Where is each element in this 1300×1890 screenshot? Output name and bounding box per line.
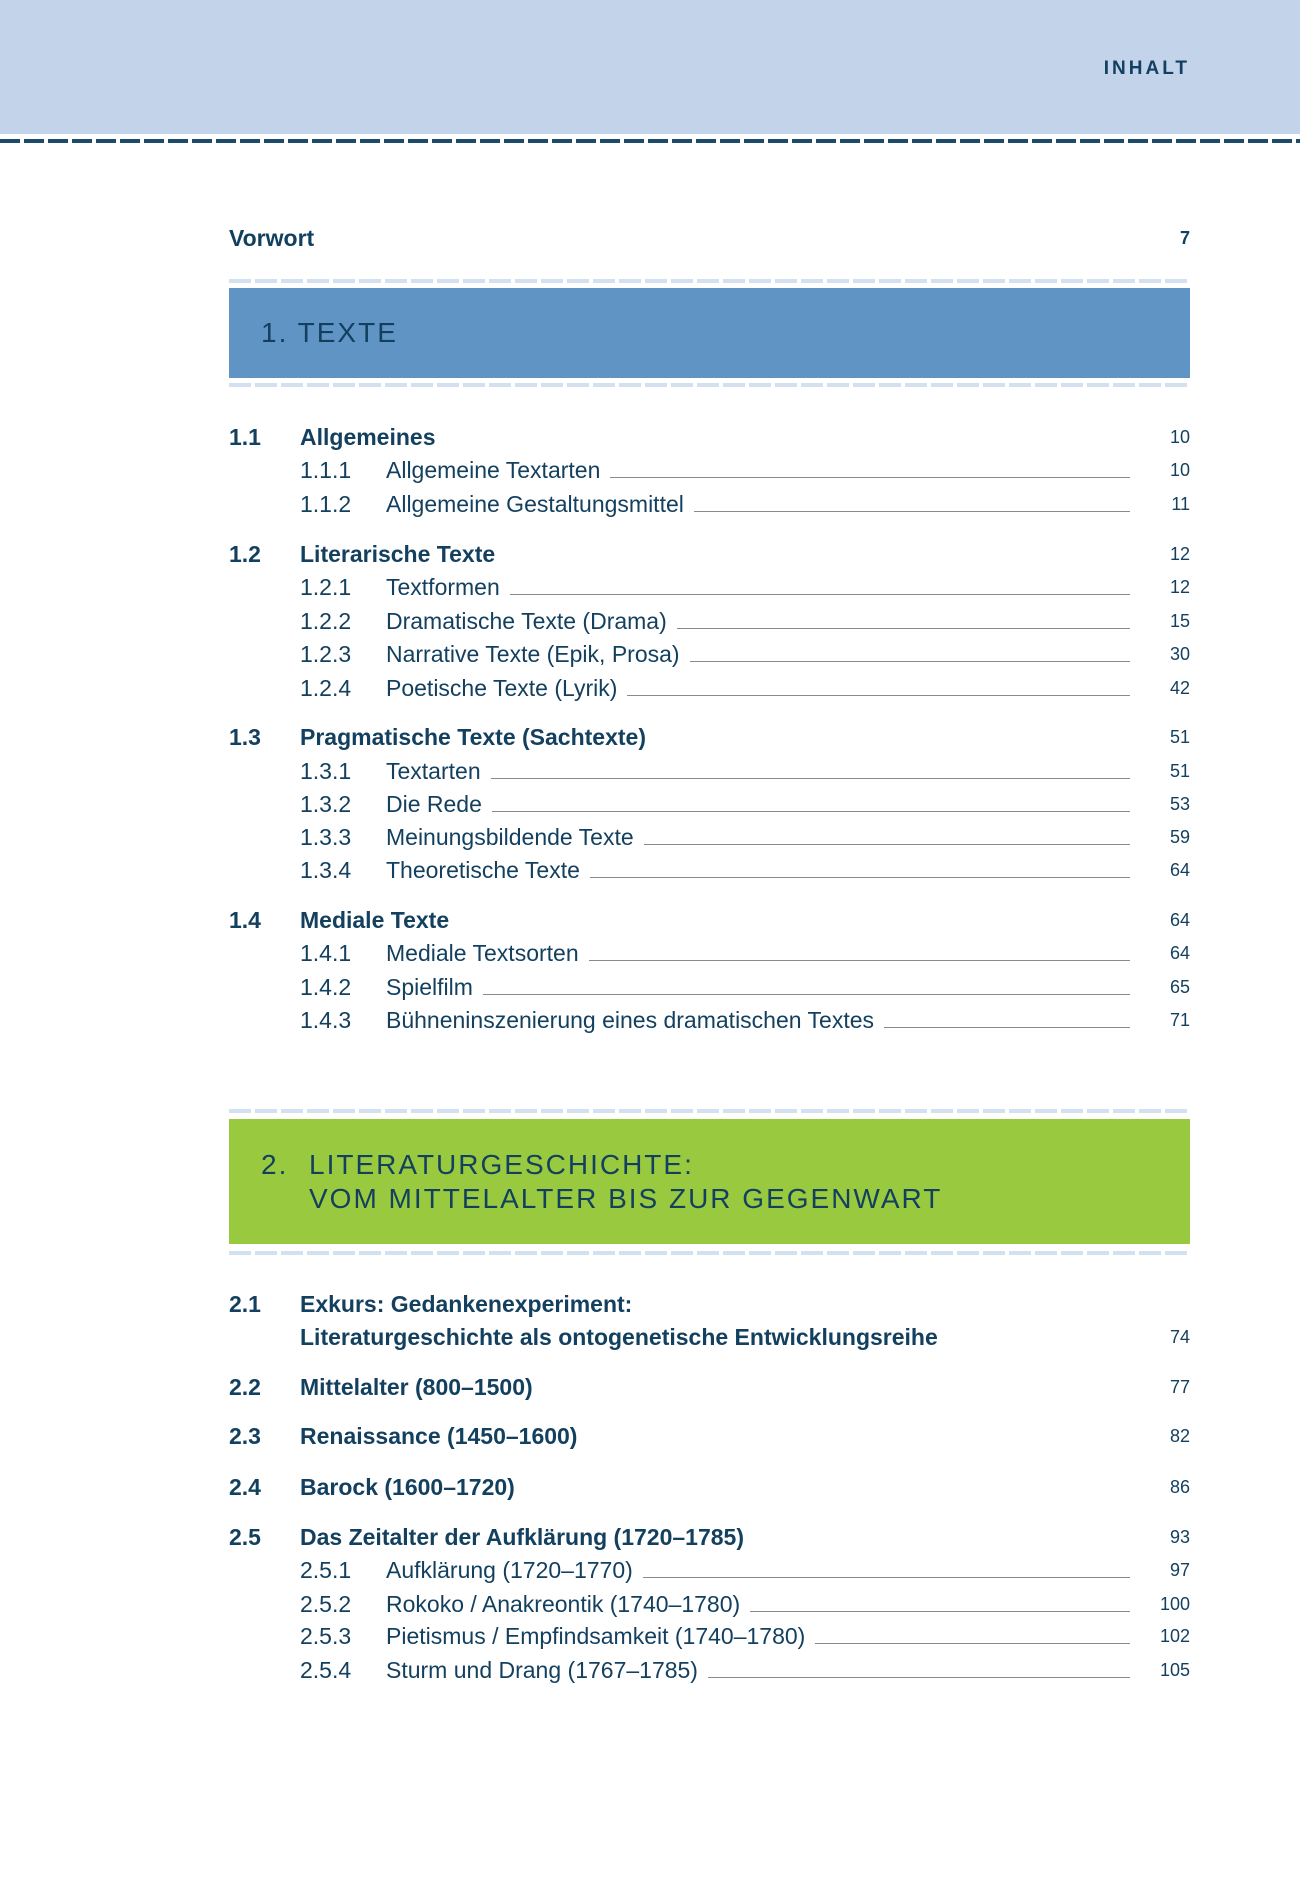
entry-page: 93 — [1169, 1527, 1190, 1547]
toc-entry[interactable] — [229, 1421, 1190, 1451]
toc-entry[interactable] — [229, 489, 1190, 519]
section-2-header — [229, 1119, 1190, 1244]
entry-number: 1.3.1 — [300, 758, 352, 784]
toc-entry[interactable] — [229, 789, 1190, 819]
toc-entry[interactable] — [229, 905, 1190, 935]
entry-page: 53 — [1169, 794, 1190, 814]
entry-number: 1.1 — [229, 424, 261, 450]
toc-entry[interactable] — [229, 1472, 1190, 1502]
entry-page: 82 — [1169, 1426, 1190, 1446]
toc-entry[interactable] — [229, 1655, 1190, 1685]
leader-line — [386, 778, 1130, 779]
toc-entry[interactable] — [229, 855, 1190, 885]
entry-page: 64 — [1169, 943, 1190, 963]
entry-page: 51 — [1169, 761, 1190, 781]
section-number: 2. — [261, 1149, 289, 1180]
toc-entry[interactable] — [229, 1005, 1190, 1035]
entry-number: 2.5.3 — [300, 1623, 352, 1649]
entry-title: Das Zeitalter der Aufklärung (1720–1785) — [300, 1522, 754, 1552]
entry-title: Barock (1600–1720) — [300, 1472, 525, 1502]
entry-page: 64 — [1169, 860, 1190, 880]
entry-number: 2.1 — [229, 1291, 261, 1317]
leader-line — [386, 994, 1130, 995]
entry-page: 15 — [1169, 611, 1190, 631]
entry-page: 100 — [1159, 1594, 1190, 1614]
toc-entry[interactable] — [229, 639, 1190, 669]
entry-page: 51 — [1169, 727, 1190, 747]
section-1-header — [229, 288, 1190, 378]
entry-title: Die Rede — [386, 789, 492, 819]
entry-page: 11 — [1171, 494, 1190, 514]
entry-number: 1.4.2 — [300, 974, 352, 1000]
entry-page: 74 — [1169, 1327, 1190, 1347]
entry-title: Bühneninszenierung eines dramatischen Textes — [386, 1005, 884, 1035]
entry-number: 2.5.2 — [300, 1591, 352, 1617]
entry-number: 1.4.3 — [300, 1007, 352, 1033]
entry-number: 2.5.4 — [300, 1657, 352, 1683]
entry-title: Textformen — [386, 572, 510, 602]
toc-entry[interactable] — [229, 756, 1190, 786]
section-title: TEXTE — [297, 317, 398, 348]
entry-number: 2.5 — [229, 1524, 261, 1550]
toc-entry[interactable] — [229, 1289, 1190, 1319]
toc-entry[interactable] — [229, 539, 1190, 569]
entry-title: Poetische Texte (Lyrik) — [386, 673, 627, 703]
section-title-line1: LITERATURGESCHICHTE: — [309, 1149, 694, 1180]
entry-page: 42 — [1169, 678, 1190, 698]
entry-number: 2.4 — [229, 1474, 261, 1500]
entry-title: Mittelalter (800–1500) — [300, 1372, 543, 1402]
entry-page: 10 — [1169, 460, 1190, 480]
entry-title: Exkurs: Gedankenexperiment: — [300, 1289, 642, 1319]
entry-page: 12 — [1169, 577, 1190, 597]
entry-page: 105 — [1159, 1660, 1190, 1680]
toc-entry[interactable] — [229, 972, 1190, 1002]
toc-entry[interactable] — [229, 1522, 1190, 1552]
toc-entry[interactable] — [229, 422, 1190, 452]
entry-page: 12 — [1169, 544, 1190, 564]
toc-entry[interactable] — [229, 722, 1190, 752]
entry-title: Dramatische Texte (Drama) — [386, 606, 677, 636]
leader-line — [386, 811, 1130, 812]
entry-page: 86 — [1169, 1477, 1190, 1497]
toc-entry[interactable] — [229, 606, 1190, 636]
entry-page: 30 — [1169, 644, 1190, 664]
entry-title: Spielfilm — [386, 972, 483, 1002]
divider — [229, 383, 1190, 387]
entry-number: 1.4 — [229, 907, 261, 933]
toc-entry[interactable] — [229, 1372, 1190, 1402]
entry-number: 1.3.3 — [300, 824, 352, 850]
divider — [229, 1109, 1190, 1113]
entry-title: Pietismus / Empfindsamkeit (1740–1780) — [386, 1621, 815, 1651]
entry-page: 102 — [1159, 1626, 1190, 1646]
entry-number: 1.2.4 — [300, 675, 352, 701]
entry-page: 71 — [1169, 1010, 1190, 1030]
divider — [229, 279, 1190, 283]
entry-page: 10 — [1169, 427, 1190, 447]
toc-entry[interactable] — [229, 1621, 1190, 1651]
entry-number: 1.2.2 — [300, 608, 352, 634]
entry-title: Meinungsbildende Texte — [386, 822, 644, 852]
divider — [229, 1251, 1190, 1255]
entry-number: 1.1.2 — [300, 491, 352, 517]
entry-page: 77 — [1169, 1377, 1190, 1397]
entry-number: 1.1.1 — [300, 457, 352, 483]
toc-entry[interactable] — [229, 822, 1190, 852]
entry-title: Allgemeine Textarten — [386, 455, 610, 485]
entry-title: Literarische Texte — [300, 539, 505, 569]
entry-title: Theoretische Texte — [386, 855, 590, 885]
entry-number: 1.3.4 — [300, 857, 352, 883]
entry-number: 1.2.3 — [300, 641, 352, 667]
page-title: INHALT — [1103, 58, 1190, 79]
toc-entry-preface[interactable] — [229, 223, 1190, 253]
entry-title: Renaissance (1450–1600) — [300, 1421, 587, 1451]
header-band — [0, 0, 1300, 134]
entry-page: 65 — [1169, 977, 1190, 997]
entry-number: 1.3 — [229, 724, 261, 750]
entry-number: 1.2.1 — [300, 574, 352, 600]
entry-page: 59 — [1169, 827, 1190, 847]
entry-title: Mediale Textsorten — [386, 938, 589, 968]
entry-title: Narrative Texte (Epik, Prosa) — [386, 639, 690, 669]
toc-entry[interactable] — [229, 455, 1190, 485]
entry-page: 97 — [1169, 1560, 1190, 1580]
section-number: 1. — [261, 317, 289, 348]
toc-entry[interactable] — [229, 938, 1190, 968]
entry-number: 2.3 — [229, 1423, 261, 1449]
entry-page: 7 — [1179, 228, 1190, 248]
entry-number: 2.2 — [229, 1374, 261, 1400]
toc-entry[interactable] — [229, 1555, 1190, 1585]
entry-number: 1.3.2 — [300, 791, 352, 817]
entry-title: Allgemeines — [300, 422, 446, 452]
entry-title: Textarten — [386, 756, 491, 786]
toc-entry-continuation[interactable] — [229, 1322, 1190, 1352]
entry-title: Rokoko / Anakreontik (1740–1780) — [386, 1589, 750, 1619]
entry-title: Mediale Texte — [300, 905, 459, 935]
toc-entry[interactable] — [229, 572, 1190, 602]
entry-number: 1.2 — [229, 541, 261, 567]
header-divider — [0, 139, 1300, 143]
toc-entry[interactable] — [229, 1589, 1190, 1619]
section-title-line2: VOM MITTELALTER BIS ZUR GEGENWART — [309, 1183, 943, 1214]
entry-title-line2: Literaturgeschichte als ontogenetische Entwicklungsreihe — [300, 1322, 948, 1352]
entry-number: 2.5.1 — [300, 1557, 352, 1583]
toc-entry[interactable] — [229, 673, 1190, 703]
entry-number: 1.4.1 — [300, 940, 352, 966]
entry-title: Aufklärung (1720–1770) — [386, 1555, 643, 1585]
entry-title: Sturm und Drang (1767–1785) — [386, 1655, 708, 1685]
entry-title: Allgemeine Gestaltungsmittel — [386, 489, 694, 519]
entry-title: Pragmatische Texte (Sachtexte) — [300, 722, 656, 752]
entry-page: 64 — [1169, 910, 1190, 930]
entry-title: Vorwort — [229, 223, 324, 253]
